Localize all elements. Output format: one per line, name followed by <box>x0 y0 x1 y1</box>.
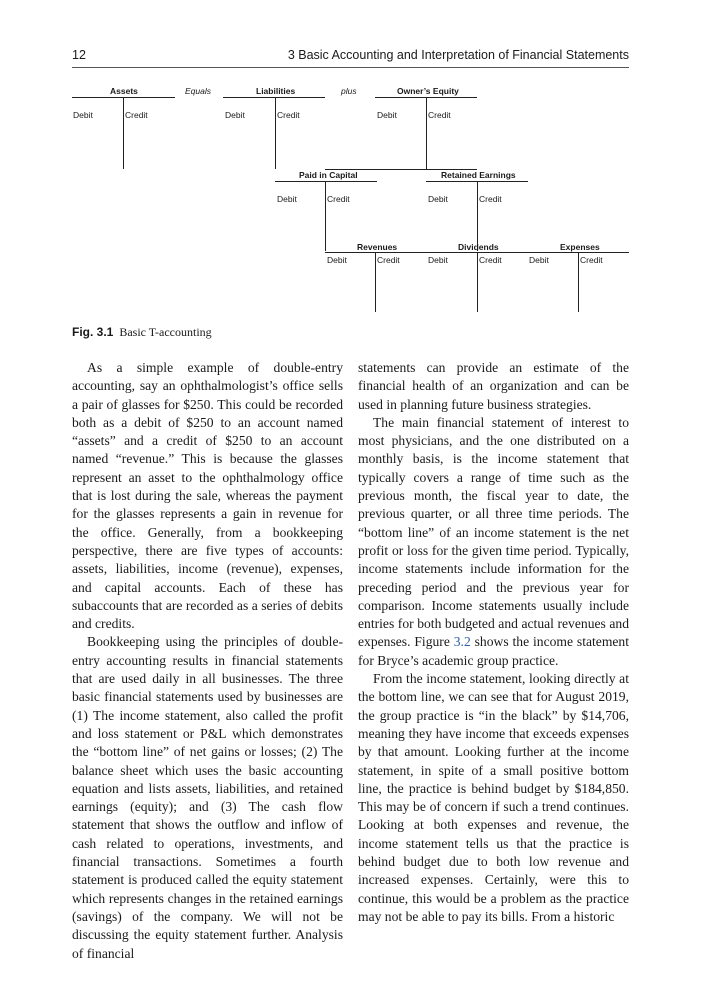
header-rule <box>72 67 629 68</box>
paragraph-text: The main financial statement of interest to most physicians, and the one distributed on a monthly basis, is the income statement that typically covers a range of time such as the previous month, the fiscal year to date, the previous quarter, or all three time periods. The “bottom line” of an income statement is the net profit or loss for the given time period. Typically, income statements include information for the preceding period and the previous year for comparison. Income statements usually include entries for both budgeted and actual revenues and expenses. Figure <box>358 414 629 650</box>
revenues-debit: Debit <box>327 255 347 265</box>
expenses-debit: Debit <box>529 255 549 265</box>
label-liabilities: Liabilities <box>256 86 296 96</box>
paragraph: Bookkeeping using the principles of double-entry accounting results in financial statements that are used daily in all businesses. The three basic financial statements used by businesses are (1) The income statement, also called the profit and loss statement or P&L which demonstrates the “bottom line” of net gains or losses; (2) The balance sheet which uses the basic accounting equation and lists assets, liabilities, and retained earnings (equity); and (3) The cash flow statement that shows the outflow and inflow of cash related to operations, investments, and financial transactions. Sometimes a fourth statement is produced called the equity statement which represents changes in the retained earnings (savings) of the company. We will not be discussing the equity statement further. Analysis of financial <box>72 634 343 961</box>
page-number: 12 <box>72 48 86 62</box>
equity-debit: Debit <box>377 110 397 120</box>
dividends-credit: Credit <box>479 255 502 265</box>
figure-number: Fig. 3.1 <box>72 325 114 339</box>
liabilities-credit: Credit <box>277 110 300 120</box>
label-expenses: Expenses <box>560 242 600 252</box>
assets-t-stem <box>123 97 124 169</box>
paid-in-capital-t-bar <box>275 181 377 182</box>
expenses-t-stem <box>578 252 579 312</box>
paid-in-capital-credit: Credit <box>327 194 350 204</box>
assets-debit: Debit <box>73 110 93 120</box>
revenues-credit: Credit <box>377 255 400 265</box>
paragraph-text: shows the income statement for Bryce’s academic group practice. <box>358 634 630 668</box>
figure-caption <box>72 325 212 340</box>
assets-credit: Credit <box>125 110 148 120</box>
label-retained-earnings: Retained Earnings <box>441 170 516 180</box>
dividends-debit: Debit <box>428 255 448 265</box>
equity-credit: Credit <box>428 110 451 120</box>
label-revenues: Revenues <box>357 242 398 252</box>
paragraph: statements can provide an estimate of the financial health of an organization and can be used in planning future business strategies. <box>358 360 629 412</box>
retained-earnings-credit: Credit <box>479 194 502 204</box>
label-owners-equity: Owner’s Equity <box>397 86 459 96</box>
paid-in-capital-debit: Debit <box>277 194 297 204</box>
figure-caption-text: Basic T-accounting <box>119 325 212 339</box>
liabilities-debit: Debit <box>225 110 245 120</box>
liabilities-t-bar <box>223 97 325 98</box>
label-paid-in-capital: Paid in Capital <box>299 170 358 180</box>
liabilities-t-stem <box>275 97 276 169</box>
right-column <box>358 359 629 926</box>
label-dividends: Dividends <box>458 242 499 252</box>
expenses-credit: Credit <box>580 255 603 265</box>
running-header-title: 3 Basic Accounting and Interpretation of Financial Statements <box>287 48 629 62</box>
figure-reference-link[interactable]: 3.2 <box>453 634 471 650</box>
retained-earnings-debit: Debit <box>428 194 448 204</box>
label-equals: Equals <box>185 86 211 96</box>
revenues-t-stem <box>375 252 376 312</box>
label-assets: Assets <box>110 86 138 96</box>
label-plus: plus <box>341 86 357 96</box>
dividends-t-stem <box>477 252 478 312</box>
paragraph: As a simple example of double-entry accounting, say an ophthalmologist’s office sells a pair of glasses for $250. This could be recorded both as a debit of $250 to an account named “assets” and a credit of $250 to an account named “revenue.” This is because the glasses represent an asset to the ophthalmology office that is lost during the sale, whereas the payment for the glasses represents a gain in revenue for the office. Generally, from a bookkeeping perspective, there are five types of accounts: assets, liabilities, income (revenue), expenses, and capital accounts. Each of these has subaccounts that are recorded as a series of debits and credits. <box>72 360 343 632</box>
paid-in-capital-t-stem <box>325 181 326 251</box>
equity-t-stem <box>426 97 427 169</box>
retained-earnings-t-stem <box>477 181 478 251</box>
paragraph <box>358 414 629 670</box>
paragraph: From the income statement, looking directly at the bottom line, we can see that for August 2019, the group practice is “in the black” by $14,706, meaning they have income that exceeds expenses by that amount. Looking further at the income statement, in spite of a small positive bottom line, the practice is behind budget by $184,850. This may be of concern if such a trend continues. Looking at both expenses and revenue, the income statement tells us that the practice is behind budget due to both low revenue and increased expenses. Certainly, were this to continue, this would be a problem as the practice may not be able to pay its bills. From a historic <box>358 671 629 924</box>
left-column <box>72 359 343 963</box>
